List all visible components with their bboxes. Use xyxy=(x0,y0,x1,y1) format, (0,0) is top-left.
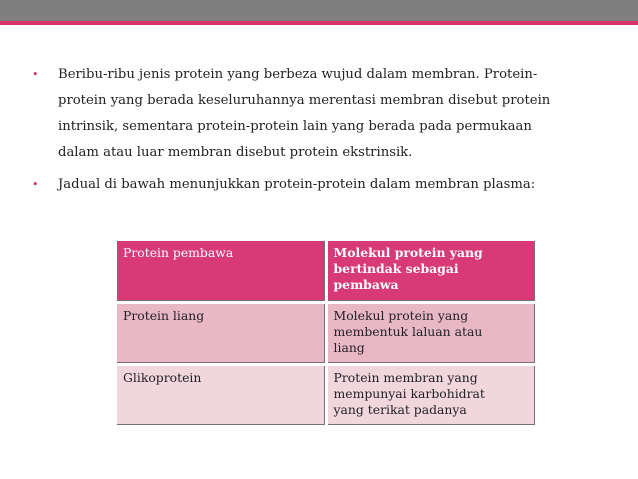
bullet-dot-icon: • xyxy=(32,178,39,191)
table-row xyxy=(117,304,535,363)
table-row xyxy=(117,366,535,425)
bullet-line: dalam atau luar membran disebut protein ekstrinsik. xyxy=(58,145,413,160)
bullet-item xyxy=(28,172,608,198)
table-header-cell xyxy=(117,241,325,301)
bullet-line: Beribu-ribu jenis protein yang berbeza wujud dalam membran. Protein- xyxy=(58,67,538,82)
table-cell xyxy=(328,366,535,425)
cell-text: pembawa xyxy=(333,277,399,292)
accent-stripe xyxy=(0,21,638,25)
protein-table xyxy=(114,238,538,428)
cell-text: yang terikat padanya xyxy=(333,402,467,417)
table-cell xyxy=(117,366,325,425)
cell-text: mempunyai karbohidrat xyxy=(333,386,485,401)
cell-text: Glikoprotein xyxy=(123,370,202,385)
bullet-line: intrinsik, sementara protein-protein lain yang berada pada permukaan xyxy=(58,119,532,134)
table-header-cell xyxy=(328,241,535,301)
cell-text: Protein liang xyxy=(123,308,205,323)
cell-text: Protein membran yang xyxy=(333,370,478,385)
cell-text: Molekul protein yang xyxy=(333,245,483,260)
bullet-item xyxy=(28,62,608,166)
cell-text: liang xyxy=(333,340,365,355)
cell-text: Molekul protein yang xyxy=(333,308,469,323)
bullet-line: Jadual di bawah menunjukkan protein-protein dalam membran plasma: xyxy=(58,177,536,192)
cell-text: bertindak sebagai xyxy=(333,261,459,276)
cell-text: Protein pembawa xyxy=(123,245,234,260)
table-cell xyxy=(117,304,325,363)
bullet-list xyxy=(28,62,608,204)
bullet-dot-icon: • xyxy=(32,68,39,81)
cell-text: membentuk laluan atau xyxy=(333,324,483,339)
bullet-line: protein yang berada keseluruhannya merentasi membran disebut protein xyxy=(58,93,551,108)
table-header-row xyxy=(117,241,535,301)
table-cell xyxy=(328,304,535,363)
header-bar xyxy=(0,0,638,21)
